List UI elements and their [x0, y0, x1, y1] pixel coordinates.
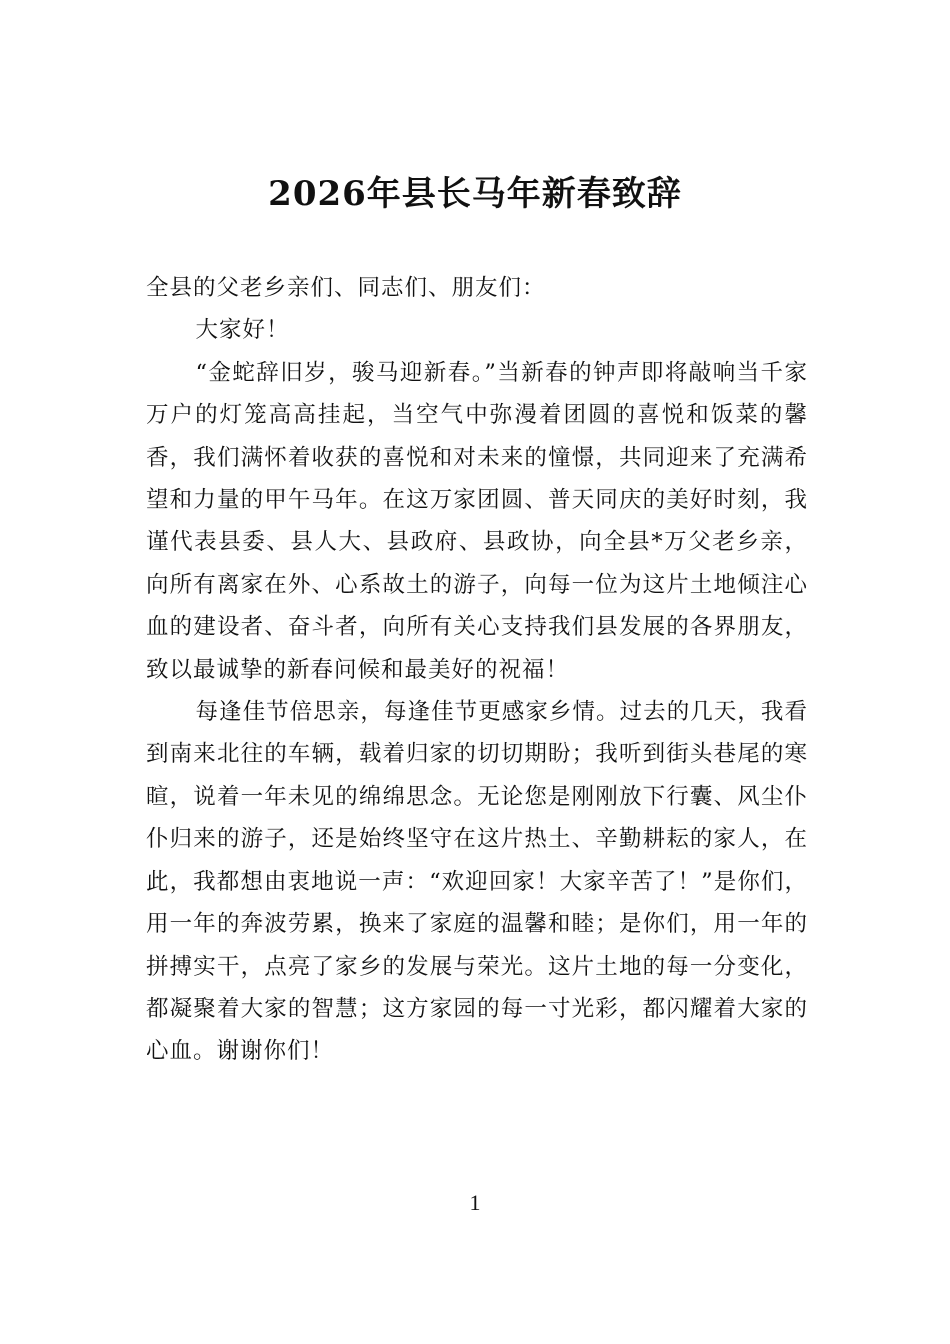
document-title: 2026年县长马年新春致辞 [268, 174, 682, 214]
page-number: 1 [469, 1190, 481, 1215]
paragraph-2: 每逢佳节倍思亲，每逢佳节更感家乡情。过去的几天，我看到南来北往的车辆，载着归家的切切期盼；我听到街头巷尾的寒暄，说着一年未见的绵绵思念。无论您是刚刚放下行囊、风尘仆仆归来的游子，还是始终坚守在这片热土、辛勤耕耘的家人，在此，我都想由衷地说一声：“欢迎回家！大家辛苦了！”是你们，用一年的奔波劳累，换来了家庭的温馨和睦；是你们，用一年的拼搏实干，点亮了家乡的发展与荣光。这片土地的每一分变化，都凝聚着大家的智慧；这方家园的每一寸光彩，都闪耀着大家的心血。谢谢你们！ [146, 699, 808, 1065]
greeting: 大家好！ [195, 317, 290, 344]
paragraph-1: “金蛇辞旧岁，骏马迎新春。”当新春的钟声即将敲响当千家万户的灯笼高高挂起，当空气中弥漫着团圆的喜悦和饭菜的馨香，我们满怀着收获的喜悦和对未来的憧憬，共同迎来了充满希望和力量的甲午马年。在这万家团圆、普天同庆的美好时刻，我谨代表县委、县人大、县政府、县政协，向全县*万父老乡亲，向所有离家在外、心系故土的游子，向每一位为这片土地倾注心血的建设者、奋斗者，向所有关心支持我们县发展的各界朋友，致以最诚挚的新春问候和最美好的祝福！ [146, 359, 808, 683]
salutation: 全县的父老乡亲们、同志们、朋友们： [146, 275, 546, 301]
document-body [146, 267, 808, 1073]
